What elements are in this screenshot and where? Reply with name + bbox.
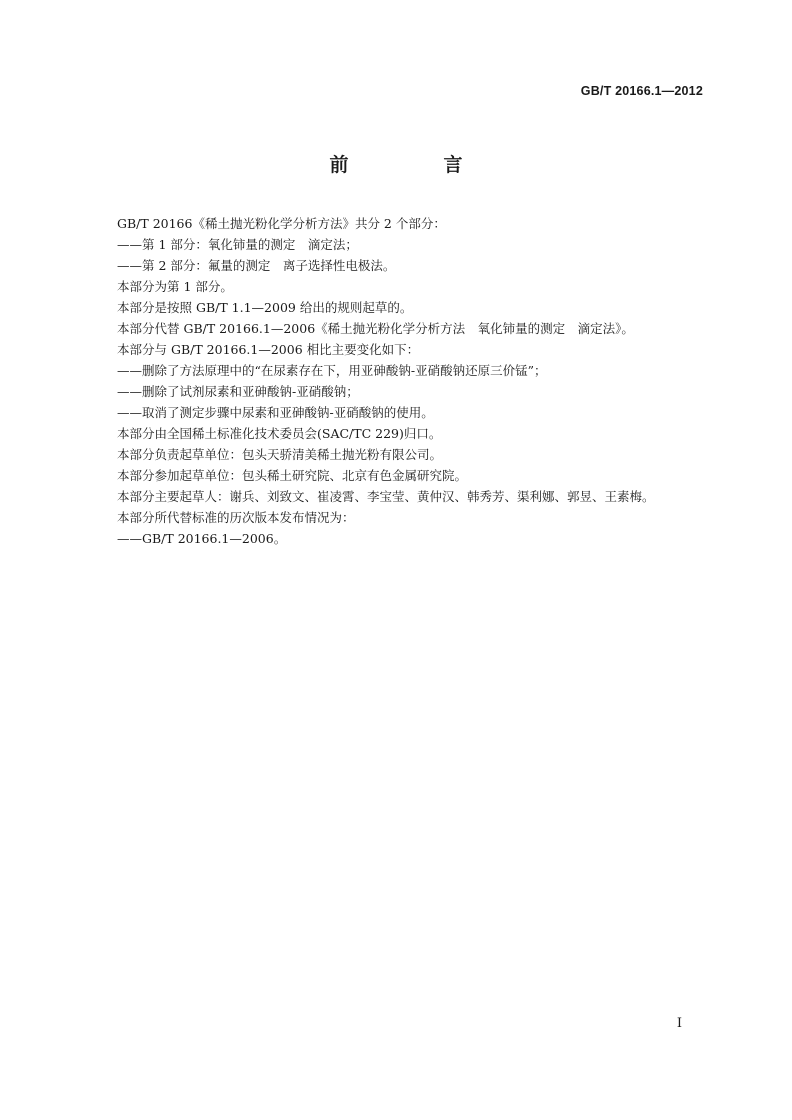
text-line: ——GB/T 20166.1—2006。 [117,531,287,546]
text-line: 本部分主要起草人：谢兵、刘致文、崔凌霄、李宝莹、黄仲汉、韩秀芳、渠利娜、郭昱、王素梅。 [117,489,655,504]
text-line: 本部分所代替标准的历次版本发布情况为： [117,510,355,525]
text-line: 本部分为第 1 部分。 [117,279,233,294]
text-line: GB/T 20166《稀土抛光粉化学分析方法》共分 2 个部分： [117,216,446,231]
text-line: ——删除了方法原理中的“在尿素存在下，用亚砷酸钠-亚硝酸钠还原三价锰”； [117,363,547,378]
text-line: 本部分代替 GB/T 20166.1—2006《稀土抛光粉化学分析方法 氧化铈量的测定 滴定法》。 [117,321,634,336]
text-line: 本部分由全国稀土标准化技术委员会(SAC/TC 229)归口。 [117,426,442,441]
standard-code: GB/T 20166.1—2012 [580,84,703,98]
text-line: ——第 1 部分：氧化铈量的测定 滴定法； [117,237,358,252]
text-line: 本部分与 GB/T 20166.1—2006 相比主要变化如下： [117,342,420,357]
foreword-body [117,213,717,549]
text-line: ——第 2 部分：氟量的测定 离子选择性电极法。 [117,258,396,273]
text-line: ——取消了测定步骤中尿素和亚砷酸钠-亚硝酸钠的使用。 [117,405,434,420]
text-line: ——删除了试剂尿素和亚砷酸钠-亚硝酸钠； [117,384,359,399]
page-number: I [676,1016,682,1031]
text-line: 本部分是按照 GB/T 1.1—2009 给出的规则起草的。 [117,300,413,315]
text-line: 本部分负责起草单位：包头天骄清美稀土抛光粉有限公司。 [117,447,443,462]
page-title: 前 言 [329,154,501,176]
text-line: 本部分参加起草单位：包头稀土研究院、北京有色金属研究院。 [117,468,468,483]
